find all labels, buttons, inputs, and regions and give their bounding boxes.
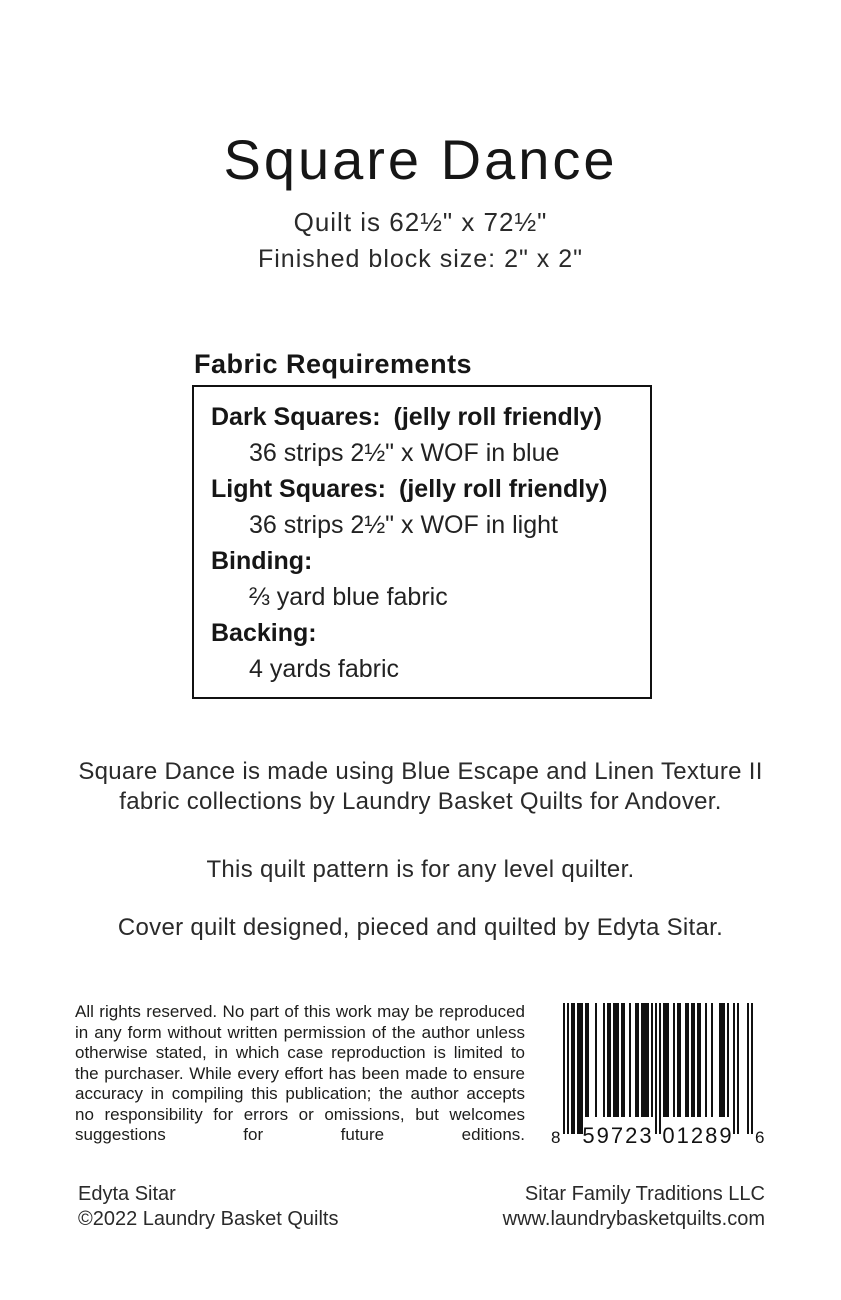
finished-block-size: Finished block size: 2" x 2"	[257, 245, 584, 273]
fabric-item-backing	[194, 615, 644, 651]
fabric-item-dark-squares	[194, 399, 644, 435]
description-line: fabric collections by Laundry Basket Quilts for Andover.	[119, 788, 722, 815]
fabric-item-label: Binding:	[211, 547, 313, 575]
description-line: Square Dance is made using Blue Escape and Linen Texture II	[78, 758, 763, 785]
copyright-line: ©2022 Laundry Basket Quilts	[78, 1208, 339, 1230]
svg-text:01289: 01289	[662, 1123, 734, 1148]
svg-text:6: 6	[755, 1128, 765, 1147]
page-title: Square Dance	[223, 128, 618, 191]
skill-level-note: This quilt pattern is for any level quilter.	[206, 856, 635, 883]
fabric-item-label: Light Squares:	[211, 475, 387, 503]
author-name: Edyta Sitar	[78, 1183, 176, 1205]
fabric-item-detail: 36 strips 2½" x WOF in light	[249, 511, 558, 539]
svg-text:8: 8	[551, 1128, 561, 1147]
fabric-item-label: Dark Squares:	[211, 403, 381, 431]
collection-description	[0, 757, 841, 817]
svg-text:59723: 59723	[582, 1123, 654, 1148]
website-url: www.laundrybasketquilts.com	[502, 1208, 765, 1230]
fabric-item-note: (jelly roll friendly)	[399, 475, 608, 503]
title-block	[0, 129, 841, 276]
fabric-item-detail: 4 yards fabric	[249, 655, 400, 683]
fabric-requirements-box	[192, 385, 652, 699]
fabric-item-note: (jelly roll friendly)	[393, 403, 602, 431]
footer-company-block	[503, 1182, 765, 1232]
company-name: Sitar Family Traditions LLC	[524, 1183, 765, 1205]
quilt-dimensions: Quilt is 62½" x 72½"	[293, 207, 548, 237]
fabric-item-label: Backing:	[211, 619, 317, 647]
footer-author-block	[78, 1182, 338, 1232]
cover-credit-note: Cover quilt designed, pieced and quilted by Edyta Sitar.	[117, 914, 724, 941]
fabric-item-detail: ⅔ yard blue fabric	[249, 583, 448, 611]
fabric-requirements-section	[192, 348, 652, 699]
fabric-item-detail: 36 strips 2½" x WOF in blue	[249, 439, 560, 467]
fabric-item-binding	[194, 543, 644, 579]
fabric-item-light-squares	[194, 471, 644, 507]
fabric-requirements-heading: Fabric Requirements	[194, 349, 473, 379]
upc-barcode	[549, 1003, 765, 1148]
copyright-notice: All rights reserved. No part of this work may be reproduced in any form without written permission of the author unless otherwise stated, in which case reproduction is limited to the purchaser. While every effort has been made to ensure accuracy in compiling this publication; the author accepts no responsibility for errors or omissions, but welcomes suggestions for future editions.	[75, 1002, 525, 1144]
